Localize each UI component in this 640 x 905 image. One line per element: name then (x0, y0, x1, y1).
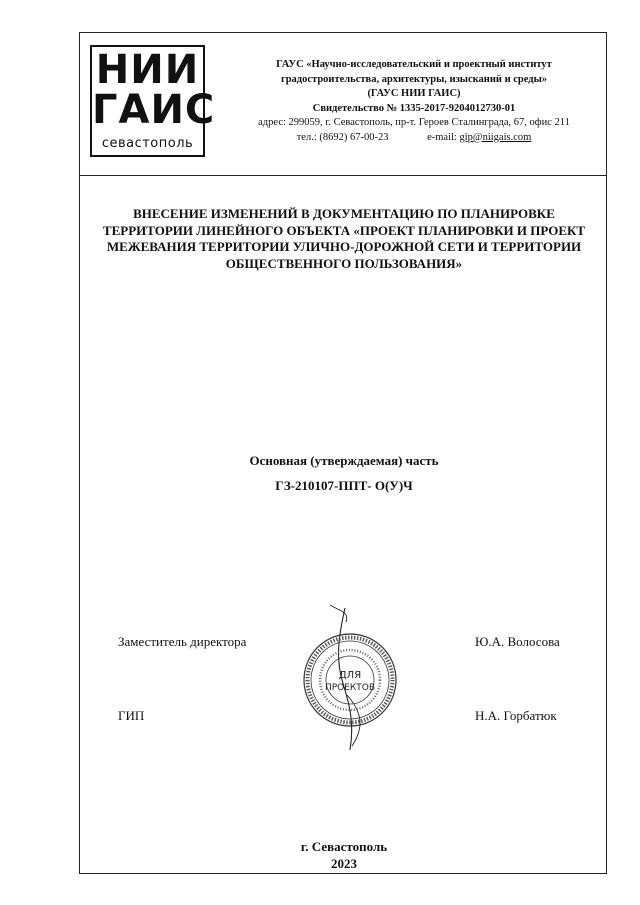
email-link[interactable]: gip@niigais.com (459, 131, 532, 143)
niigais-logo (90, 45, 216, 157)
title-line-4: ОБЩЕСТВЕННОГО ПОЛЬЗОВАНИЯ» (225, 255, 463, 271)
stamp-text-1: ДЛЯ (338, 670, 362, 681)
org-short-name: (ГАУС НИИ ГАИС) (367, 88, 461, 99)
logo-line-2: ГАИС (92, 87, 216, 133)
title-line-2: ТЕРРИТОРИИ ЛИНЕЙНОГО ОБЪЕКТА «ПРОЕКТ ПЛАНИРОВКИ И ПРОЕКТ (102, 222, 586, 238)
logo-line-1: НИИ (95, 47, 200, 93)
logo-city: севастополь (101, 136, 194, 151)
stamp-text-2: ПРОЕКТОВ (324, 683, 376, 693)
document-code: ГЗ-210107-ППТ- О(У)Ч (275, 478, 413, 493)
org-name-line-1: ГАУС «Научно-исследовательский и проектный институт (276, 59, 552, 70)
stamp-seal (300, 600, 400, 760)
deputy-director-title: Заместитель директора (118, 634, 247, 649)
org-certificate: Свидетельство № 1335-2017-9204012730-01 (312, 102, 516, 114)
document-title (100, 206, 588, 272)
email-label: e-mail: (427, 131, 457, 143)
organization-info (222, 58, 606, 145)
org-contacts (222, 131, 606, 146)
org-name-line-2: градостроительства, архитектуры, изысканий и среды» (280, 73, 548, 85)
org-phone: тел.: (8692) 67-00-23 (296, 131, 389, 143)
gip-name: Н.А. Горбатюк (475, 708, 557, 723)
title-line-3: МЕЖЕВАНИЯ ТЕРРИТОРИИ УЛИЧНО-ДОРОЖНОЙ СЕТИ И ТЕРРИТОРИИ (106, 239, 582, 254)
document-part: Основная (утверждаемая) часть (249, 453, 439, 468)
org-email-group (427, 132, 531, 143)
footer-year: 2023 (331, 856, 357, 871)
deputy-director-name: Ю.А. Волосова (475, 634, 560, 649)
gip-title: ГИП (118, 708, 145, 723)
org-address: адрес: 299059, г. Севастополь, пр-т. Героев Сталинграда, 67, офис 211 (258, 117, 570, 128)
title-line-1: ВНЕСЕНИЕ ИЗМЕНЕНИЙ В ДОКУМЕНТАЦИЮ ПО ПЛАНИРОВКЕ (133, 206, 555, 221)
footer-city: г. Севастополь (300, 839, 388, 854)
